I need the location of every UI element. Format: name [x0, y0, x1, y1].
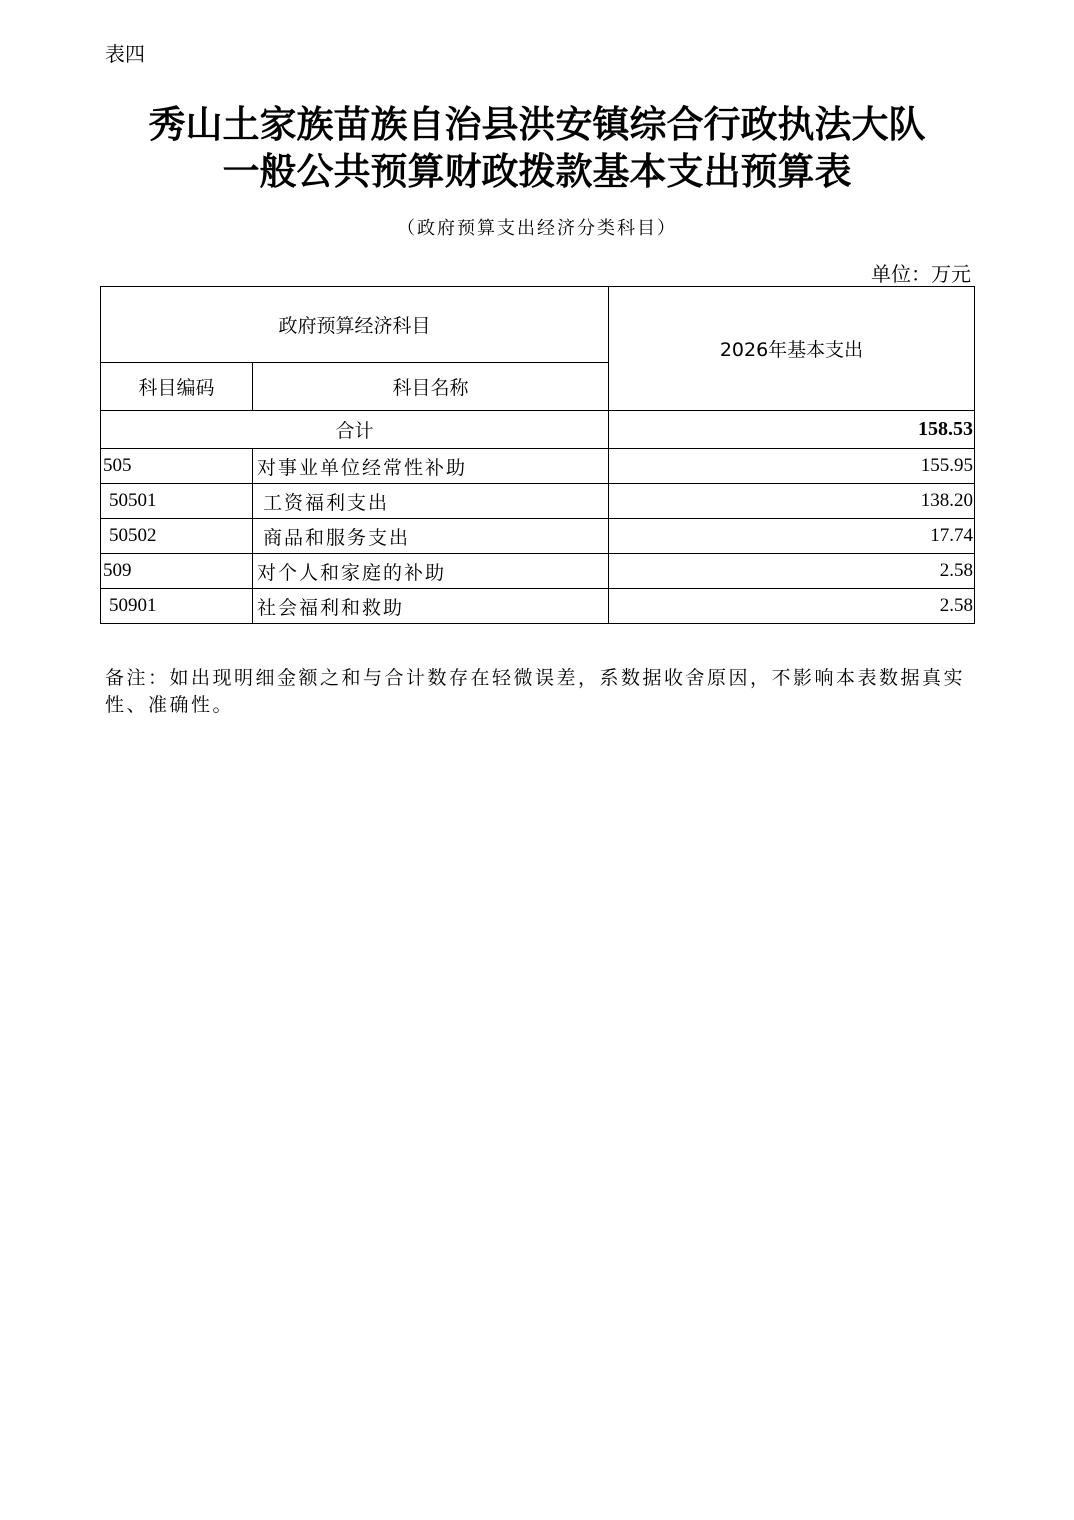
row-name: 对事业单位经常性补助: [253, 449, 609, 484]
row-code: 505: [101, 449, 253, 484]
amount-header: 2026年基本支出: [609, 287, 975, 411]
row-amount: 2.58: [609, 589, 975, 624]
row-amount: 2.58: [609, 554, 975, 589]
row-name: 对个人和家庭的补助: [253, 554, 609, 589]
unit-label: 单位：万元: [871, 262, 971, 286]
row-name: 社会福利和救助: [253, 589, 609, 624]
row-name: 商品和服务支出: [253, 519, 609, 554]
row-code: 509: [101, 554, 253, 589]
table-row: [101, 589, 975, 624]
code-header: 科目编码: [101, 363, 253, 411]
row-code: 50901: [101, 589, 253, 624]
total-row: [101, 411, 975, 449]
table-row: [101, 484, 975, 519]
name-header: 科目名称: [253, 363, 609, 411]
table-row: [101, 554, 975, 589]
row-amount: 17.74: [609, 519, 975, 554]
table-label: 表四: [105, 42, 145, 66]
row-amount: 155.95: [609, 449, 975, 484]
row-code: 50501: [101, 484, 253, 519]
row-amount: 138.20: [609, 484, 975, 519]
row-name: 工资福利支出: [253, 484, 609, 519]
table-row: [101, 519, 975, 554]
budget-table: [100, 286, 975, 624]
total-label: 合计: [101, 411, 609, 449]
table-row: [101, 449, 975, 484]
row-code: 50502: [101, 519, 253, 554]
page-title-line2: 一般公共预算财政拨款基本支出预算表: [222, 149, 852, 193]
header-row-group: [101, 287, 975, 363]
group-header: 政府预算经济科目: [101, 287, 609, 363]
page-title-line1: 秀山土家族苗族自治县洪安镇综合行政执法大队: [148, 102, 926, 146]
page-subtitle: （政府预算支出经济分类科目）: [397, 218, 677, 239]
total-amount: 158.53: [609, 411, 975, 449]
footnote: 备注：如出现明细金额之和与合计数存在轻微误差，系数据收舍原因，不影响本表数据真实性、准确性。: [105, 667, 966, 716]
